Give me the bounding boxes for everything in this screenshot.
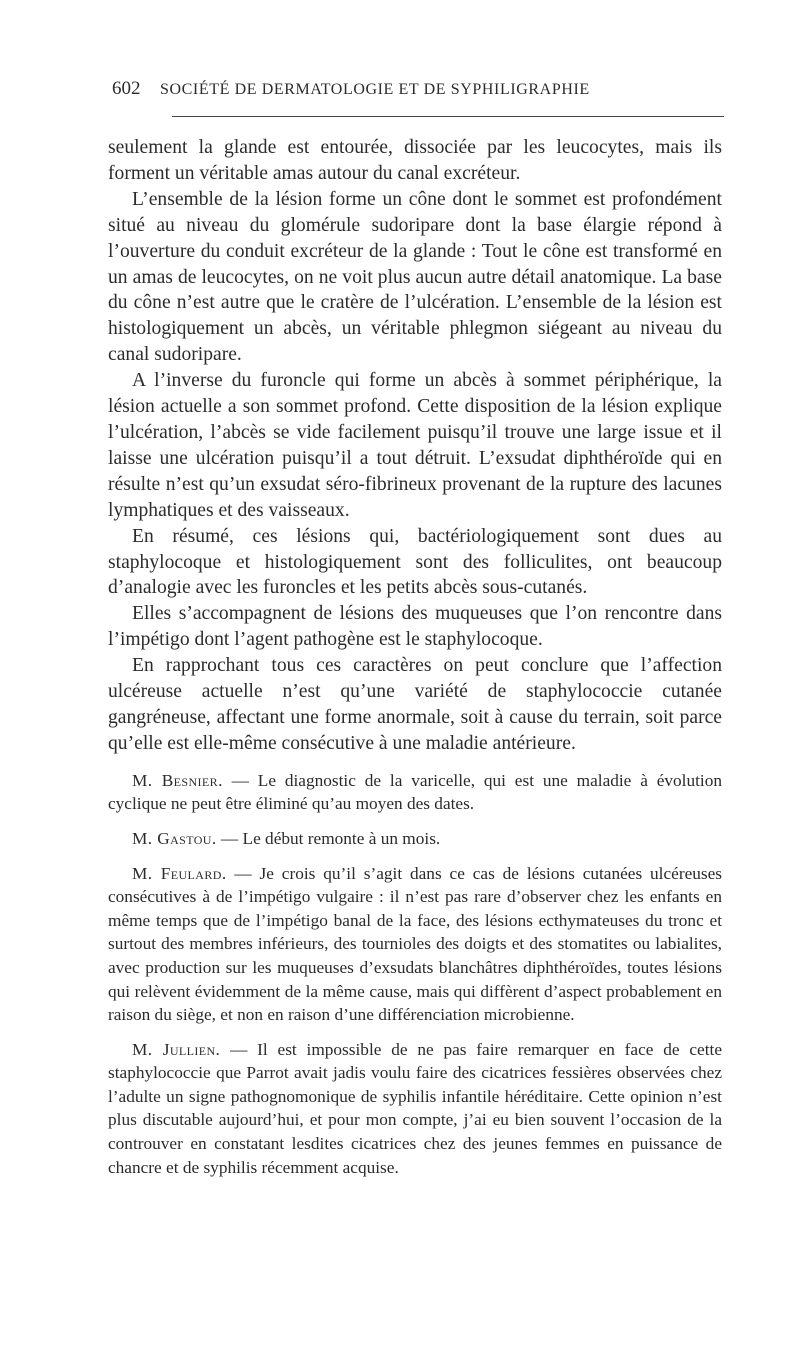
intervention-text: — Le début remonte à un mois. xyxy=(216,828,441,848)
intervention-text: — Je crois qu’il s’agit dans ce cas de lésions cutanées ulcéreuses consécutives à de l’impétigo vulgaire : il n’est pas rare d’observer chez les enfants en même temps que de l’impétigo banal de la face, des lésions ecthymateuses du tronc et surtout des membres inférieurs, des tournioles des doigts et des stomatites ou labialites, avec production sur les muqueuses d’exsudats blanchâtres diphthéroïdes, toutes lésions qui relèvent évidemment de la même cause, mais qui diffèrent d’aspect probablement en raison du siège, et non en raison d’une différenciation microbienne. xyxy=(108,863,723,1025)
intervention-gastou xyxy=(108,827,722,851)
paragraph: A l’inverse du furoncle qui forme un abcès à sommet périphérique, la lésion actuelle a son sommet profond. Cette disposition de la lésion explique l’ulcération, l’abcès se vide facilement puisqu’il trouve une large issue et il laisse une ulcération puisqu’il a tout détruit. L’exsudat diphthéroïde qui en résulte n’est qu’un exsudat séro-fibrineux provenant de la rupture des lacunes lymphatiques et des vaisseaux. xyxy=(108,370,722,521)
body-text xyxy=(108,135,722,1179)
speaker-name: M. Feulard. xyxy=(132,863,227,883)
speaker-name: M. Gastou. xyxy=(132,828,217,848)
page-number: 602 xyxy=(112,78,141,99)
intervention-text: — Il est impossible de ne pas faire remarquer en face de cette staphylococcie que Parrot avait jadis voulu faire des cicatrices fessières observées chez l’adulte un signe pathognomonique de syphilis infantile héréditaire. Cette opinion n’est plus discutable aujourd’hui, et pour mon compte, j’ai eu bien souvent l’occasion de la controuver en constatant lesdites cicatrices chez des jeunes femmes en puissance de chancre et de syphilis récemment acquise. xyxy=(108,1039,722,1177)
paragraph: seulement la glande est entourée, dissociée par les leucocytes, mais ils forment un véritable amas autour du canal excréteur. xyxy=(108,137,722,184)
intervention-feulard xyxy=(108,862,722,1027)
paragraph: L’ensemble de la lésion forme un cône dont le sommet est profondément situé au niveau du glomérule sudoripare dont la base élargie répond à l’ouverture du conduit excréteur de la glande : Tout le cône est transformé en un amas de leucocytes, on ne voit plus aucun autre détail anatomique. La base du cône n’est autre que le cratère de l’ulcération. L’ensemble de la lésion est histologiquement un abcès, un véritable phlegmon siégeant au niveau du canal sudoripare. xyxy=(108,188,722,366)
paragraph: En résumé, ces lésions qui, bactériologiquement sont dues au staphylocoque et histologiquement sont des folliculites, ont beaucoup d’analogie avec les furoncles et les petits abcès sous-cutanés. xyxy=(108,525,722,599)
speaker-name: M. Besnier. xyxy=(132,770,223,790)
header-rule xyxy=(172,116,724,117)
running-header xyxy=(112,78,724,100)
running-title: SOCIÉTÉ DE DERMATOLOGIE ET DE SYPHILIGRAPHIE xyxy=(160,81,590,98)
speaker-name: M. Jullien. xyxy=(132,1039,221,1059)
intervention-besnier xyxy=(108,769,722,816)
paragraph: Elles s’accompagnent de lésions des muqueuses que l’on rencontre dans l’impétigo dont l’agent pathogène est le staphylocoque. xyxy=(108,603,722,651)
intervention-text: — Le diagnostic de la varicelle, qui est une maladie à évolution cyclique ne peut être éliminé qu’au moyen des dates. xyxy=(108,770,722,814)
paragraph: En rapprochant tous ces caractères on peut conclure que l’affection ulcéreuse actuelle n’est qu’une variété de staphylococcie cutanée gangréneuse, affectant une forme anormale, soit à cause du terrain, soit parce qu’elle est elle-même consécutive à une maladie antérieure. xyxy=(108,655,722,754)
intervention-jullien xyxy=(108,1038,722,1180)
